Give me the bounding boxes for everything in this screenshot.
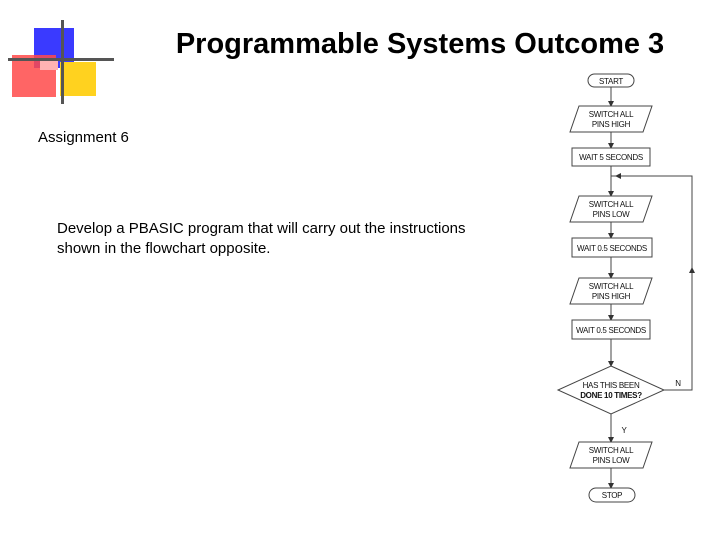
step3-label-line2: PINS HIGH — [591, 292, 631, 301]
instructions-text: Develop a PBASIC program that will carry out the instructions shown in the flowchart opposite. — [57, 220, 466, 257]
step4-label-line1: SWITCH ALL — [588, 446, 634, 455]
decision-label-line2: DONE 10 TIMES? — [580, 391, 642, 400]
step2-label-line1: SWITCH ALL — [588, 200, 634, 209]
no-label: N — [675, 379, 681, 388]
step3-label-line1: SWITCH ALL — [588, 282, 634, 291]
step2-label-line2: PINS LOW — [592, 210, 630, 219]
start-label: START — [599, 77, 623, 86]
wait3-label: WAIT 0.5 SECONDS — [576, 326, 646, 335]
page-title: Programmable Systems Outcome 3 — [175, 28, 665, 60]
wait1-label: WAIT 5 SECONDS — [579, 153, 643, 162]
step1-label-line2: PINS HIGH — [591, 120, 631, 129]
stop-label: STOP — [601, 491, 623, 500]
wait2-label: WAIT 0.5 SECONDS — [577, 244, 647, 253]
decision-diamond — [558, 366, 664, 414]
step4-label-line2: PINS LOW — [592, 456, 630, 465]
assignment-label: Assignment 6 — [38, 129, 129, 146]
decision-label-line1: HAS THIS BEEN — [582, 381, 640, 390]
yes-label: Y — [621, 426, 627, 435]
step1-label-line1: SWITCH ALL — [588, 110, 634, 119]
